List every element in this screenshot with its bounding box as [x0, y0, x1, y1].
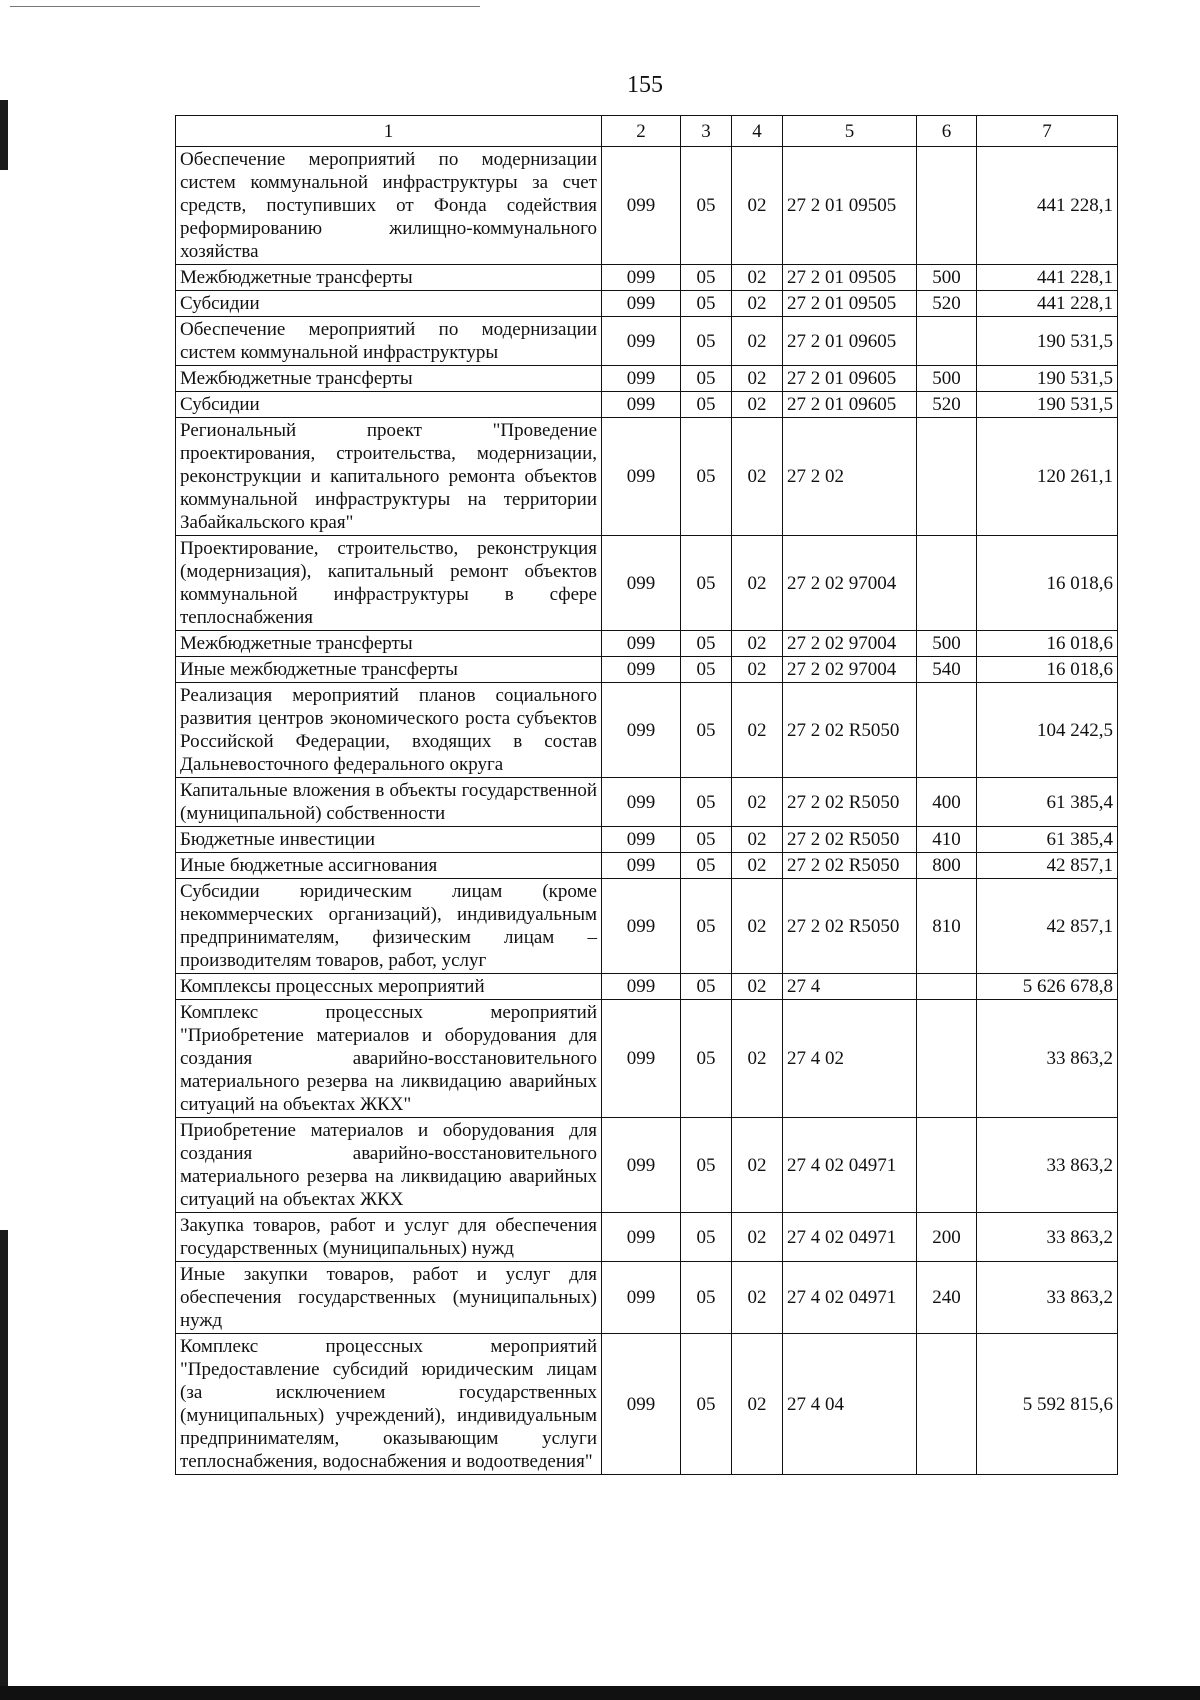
page-number: 155	[627, 72, 663, 98]
cell-subsection-code: 02	[732, 1118, 783, 1213]
cell-section-code: 05	[681, 1118, 732, 1213]
cell-expense-type: 400	[917, 778, 977, 827]
cell-subsection-code: 02	[732, 1334, 783, 1475]
table-row	[176, 974, 1118, 1000]
cell-expense-type	[917, 974, 977, 1000]
scan-artifact-edge	[0, 1230, 8, 1700]
cell-ministry-code: 099	[602, 1213, 681, 1262]
cell-name: Субсидии	[176, 291, 602, 317]
cell-name: Обеспечение мероприятий по модернизации систем коммунальной инфраструктуры за счет средств, поступивших от Фонда содействия реформированию жилищно-коммунального хозяйства	[176, 147, 602, 265]
cell-target-code: 27 2 02 R5050	[783, 683, 917, 778]
cell-section-code: 05	[681, 1000, 732, 1118]
cell-section-code: 05	[681, 778, 732, 827]
cell-expense-type: 810	[917, 879, 977, 974]
cell-target-code: 27 2 01 09505	[783, 291, 917, 317]
cell-expense-type: 540	[917, 657, 977, 683]
cell-amount: 16 018,6	[977, 536, 1118, 631]
cell-ministry-code: 099	[602, 1118, 681, 1213]
cell-expense-type: 200	[917, 1213, 977, 1262]
scan-artifact-edge	[0, 100, 8, 170]
cell-target-code: 27 4 02 04971	[783, 1213, 917, 1262]
cell-amount: 33 863,2	[977, 1262, 1118, 1334]
cell-subsection-code: 02	[732, 683, 783, 778]
cell-ministry-code: 099	[602, 827, 681, 853]
cell-target-code: 27 4 04	[783, 1334, 917, 1475]
cell-expense-type: 520	[917, 291, 977, 317]
cell-subsection-code: 02	[732, 265, 783, 291]
column-header: 2	[602, 116, 681, 147]
table-row	[176, 392, 1118, 418]
table-row	[176, 1118, 1118, 1213]
cell-amount: 16 018,6	[977, 631, 1118, 657]
column-header: 3	[681, 116, 732, 147]
cell-target-code: 27 4 02 04971	[783, 1118, 917, 1213]
cell-subsection-code: 02	[732, 657, 783, 683]
cell-target-code: 27 4 02 04971	[783, 1262, 917, 1334]
cell-section-code: 05	[681, 536, 732, 631]
cell-subsection-code: 02	[732, 147, 783, 265]
cell-expense-type	[917, 1000, 977, 1118]
budget-table	[175, 115, 1118, 1475]
table-row	[176, 317, 1118, 366]
cell-expense-type: 500	[917, 631, 977, 657]
table-row	[176, 1262, 1118, 1334]
cell-section-code: 05	[681, 974, 732, 1000]
cell-name: Субсидии	[176, 392, 602, 418]
table-row	[176, 1213, 1118, 1262]
cell-name: Реализация мероприятий планов социального развития центров экономического роста субъектов Российской Федерации, входящих в состав Дальневосточного федерального округа	[176, 683, 602, 778]
cell-expense-type	[917, 1334, 977, 1475]
cell-target-code: 27 2 02 97004	[783, 657, 917, 683]
cell-section-code: 05	[681, 147, 732, 265]
cell-expense-type: 240	[917, 1262, 977, 1334]
cell-target-code: 27 2 02 R5050	[783, 827, 917, 853]
cell-amount: 33 863,2	[977, 1000, 1118, 1118]
cell-name: Иные межбюджетные трансферты	[176, 657, 602, 683]
cell-amount: 42 857,1	[977, 879, 1118, 974]
cell-target-code: 27 2 01 09605	[783, 366, 917, 392]
cell-target-code: 27 2 02 97004	[783, 536, 917, 631]
cell-section-code: 05	[681, 1334, 732, 1475]
cell-target-code: 27 2 02 R5050	[783, 879, 917, 974]
table-row	[176, 853, 1118, 879]
cell-name: Иные закупки товаров, работ и услуг для обеспечения государственных (муниципальных) нужд	[176, 1262, 602, 1334]
cell-expense-type	[917, 147, 977, 265]
cell-name: Межбюджетные трансферты	[176, 366, 602, 392]
table-row	[176, 536, 1118, 631]
cell-ministry-code: 099	[602, 536, 681, 631]
cell-ministry-code: 099	[602, 974, 681, 1000]
cell-subsection-code: 02	[732, 631, 783, 657]
cell-section-code: 05	[681, 317, 732, 366]
column-header: 1	[176, 116, 602, 147]
cell-ministry-code: 099	[602, 657, 681, 683]
cell-section-code: 05	[681, 291, 732, 317]
table-body	[176, 147, 1118, 1475]
cell-section-code: 05	[681, 366, 732, 392]
cell-amount: 33 863,2	[977, 1213, 1118, 1262]
cell-subsection-code: 02	[732, 853, 783, 879]
cell-section-code: 05	[681, 265, 732, 291]
cell-name: Субсидии юридическим лицам (кроме некоммерческих организаций), индивидуальным предпринимателям, физическим лицам – производителям товаров, работ, услуг	[176, 879, 602, 974]
cell-target-code: 27 4 02	[783, 1000, 917, 1118]
cell-amount: 190 531,5	[977, 392, 1118, 418]
cell-ministry-code: 099	[602, 147, 681, 265]
cell-amount: 33 863,2	[977, 1118, 1118, 1213]
table-header-row	[176, 116, 1118, 147]
cell-section-code: 05	[681, 827, 732, 853]
cell-ministry-code: 099	[602, 879, 681, 974]
cell-ministry-code: 099	[602, 853, 681, 879]
column-header: 6	[917, 116, 977, 147]
cell-ministry-code: 099	[602, 366, 681, 392]
cell-name: Межбюджетные трансферты	[176, 265, 602, 291]
cell-target-code: 27 2 01 09505	[783, 265, 917, 291]
table-row	[176, 879, 1118, 974]
table-row	[176, 657, 1118, 683]
cell-amount: 190 531,5	[977, 366, 1118, 392]
cell-amount: 441 228,1	[977, 291, 1118, 317]
cell-expense-type: 500	[917, 265, 977, 291]
cell-ministry-code: 099	[602, 778, 681, 827]
cell-subsection-code: 02	[732, 366, 783, 392]
cell-amount: 61 385,4	[977, 827, 1118, 853]
cell-amount: 120 261,1	[977, 418, 1118, 536]
table-row	[176, 366, 1118, 392]
cell-target-code: 27 2 02 R5050	[783, 778, 917, 827]
cell-expense-type: 500	[917, 366, 977, 392]
cell-section-code: 05	[681, 683, 732, 778]
cell-target-code: 27 4	[783, 974, 917, 1000]
cell-name: Капитальные вложения в объекты государственной (муниципальной) собственности	[176, 778, 602, 827]
cell-subsection-code: 02	[732, 317, 783, 366]
cell-section-code: 05	[681, 392, 732, 418]
cell-amount: 42 857,1	[977, 853, 1118, 879]
cell-subsection-code: 02	[732, 1213, 783, 1262]
column-header: 5	[783, 116, 917, 147]
cell-name: Закупка товаров, работ и услуг для обеспечения государственных (муниципальных) нужд	[176, 1213, 602, 1262]
cell-amount: 190 531,5	[977, 317, 1118, 366]
cell-target-code: 27 2 01 09605	[783, 392, 917, 418]
cell-name: Иные бюджетные ассигнования	[176, 853, 602, 879]
column-header: 4	[732, 116, 783, 147]
cell-name: Бюджетные инвестиции	[176, 827, 602, 853]
cell-target-code: 27 2 01 09505	[783, 147, 917, 265]
cell-amount: 16 018,6	[977, 657, 1118, 683]
table-row	[176, 291, 1118, 317]
scan-artifact-bottom	[0, 1686, 1200, 1700]
cell-ministry-code: 099	[602, 1334, 681, 1475]
cell-expense-type: 410	[917, 827, 977, 853]
cell-target-code: 27 2 02 97004	[783, 631, 917, 657]
cell-ministry-code: 099	[602, 418, 681, 536]
cell-amount: 441 228,1	[977, 265, 1118, 291]
cell-name: Межбюджетные трансферты	[176, 631, 602, 657]
cell-subsection-code: 02	[732, 974, 783, 1000]
table-row	[176, 1000, 1118, 1118]
cell-name: Приобретение материалов и оборудования для создания аварийно-восстановительного материального резерва на ликвидацию аварийных ситуаций на объектах ЖКХ	[176, 1118, 602, 1213]
cell-subsection-code: 02	[732, 1262, 783, 1334]
table-row	[176, 265, 1118, 291]
cell-section-code: 05	[681, 879, 732, 974]
cell-name: Комплекс процессных мероприятий "Приобретение материалов и оборудования для создания аварийно-восстановительного материального резерва на ликвидацию аварийных ситуаций на объектах ЖКХ"	[176, 1000, 602, 1118]
cell-name: Комплекс процессных мероприятий "Предоставление субсидий юридическим лицам (за исключением государственных (муниципальных) учреждений), индивидуальным предпринимателям, оказывающим услуги теплоснабжения, водоснабжения и водоотведения"	[176, 1334, 602, 1475]
cell-section-code: 05	[681, 418, 732, 536]
cell-subsection-code: 02	[732, 291, 783, 317]
cell-amount: 441 228,1	[977, 147, 1118, 265]
cell-expense-type	[917, 418, 977, 536]
cell-subsection-code: 02	[732, 778, 783, 827]
cell-section-code: 05	[681, 657, 732, 683]
cell-name: Комплексы процессных мероприятий	[176, 974, 602, 1000]
cell-expense-type	[917, 536, 977, 631]
cell-expense-type	[917, 1118, 977, 1213]
column-header: 7	[977, 116, 1118, 147]
cell-name: Обеспечение мероприятий по модернизации систем коммунальной инфраструктуры	[176, 317, 602, 366]
cell-amount: 5 626 678,8	[977, 974, 1118, 1000]
cell-ministry-code: 099	[602, 1000, 681, 1118]
cell-subsection-code: 02	[732, 418, 783, 536]
cell-expense-type	[917, 317, 977, 366]
table-row	[176, 418, 1118, 536]
cell-section-code: 05	[681, 853, 732, 879]
scan-artifact-line	[10, 6, 480, 7]
cell-ministry-code: 099	[602, 683, 681, 778]
cell-ministry-code: 099	[602, 265, 681, 291]
cell-target-code: 27 2 01 09605	[783, 317, 917, 366]
cell-name: Региональный проект "Проведение проектирования, строительства, модернизации, реконструкции и капитального ремонта объектов коммунальной инфраструктуры на территории Забайкальского края"	[176, 418, 602, 536]
cell-expense-type: 800	[917, 853, 977, 879]
cell-subsection-code: 02	[732, 827, 783, 853]
cell-subsection-code: 02	[732, 536, 783, 631]
cell-subsection-code: 02	[732, 879, 783, 974]
cell-target-code: 27 2 02 R5050	[783, 853, 917, 879]
cell-ministry-code: 099	[602, 291, 681, 317]
cell-ministry-code: 099	[602, 631, 681, 657]
cell-section-code: 05	[681, 631, 732, 657]
cell-amount: 61 385,4	[977, 778, 1118, 827]
cell-amount: 104 242,5	[977, 683, 1118, 778]
cell-expense-type: 520	[917, 392, 977, 418]
cell-section-code: 05	[681, 1262, 732, 1334]
table-row	[176, 1334, 1118, 1475]
cell-expense-type	[917, 683, 977, 778]
table-row	[176, 778, 1118, 827]
cell-name: Проектирование, строительство, реконструкция (модернизация), капитальный ремонт объектов коммунальной инфраструктуры в сфере теплоснабжения	[176, 536, 602, 631]
table-row	[176, 147, 1118, 265]
cell-ministry-code: 099	[602, 1262, 681, 1334]
cell-subsection-code: 02	[732, 392, 783, 418]
cell-ministry-code: 099	[602, 392, 681, 418]
cell-amount: 5 592 815,6	[977, 1334, 1118, 1475]
cell-subsection-code: 02	[732, 1000, 783, 1118]
table-row	[176, 631, 1118, 657]
cell-ministry-code: 099	[602, 317, 681, 366]
cell-target-code: 27 2 02	[783, 418, 917, 536]
table-row	[176, 683, 1118, 778]
cell-section-code: 05	[681, 1213, 732, 1262]
table-row	[176, 827, 1118, 853]
